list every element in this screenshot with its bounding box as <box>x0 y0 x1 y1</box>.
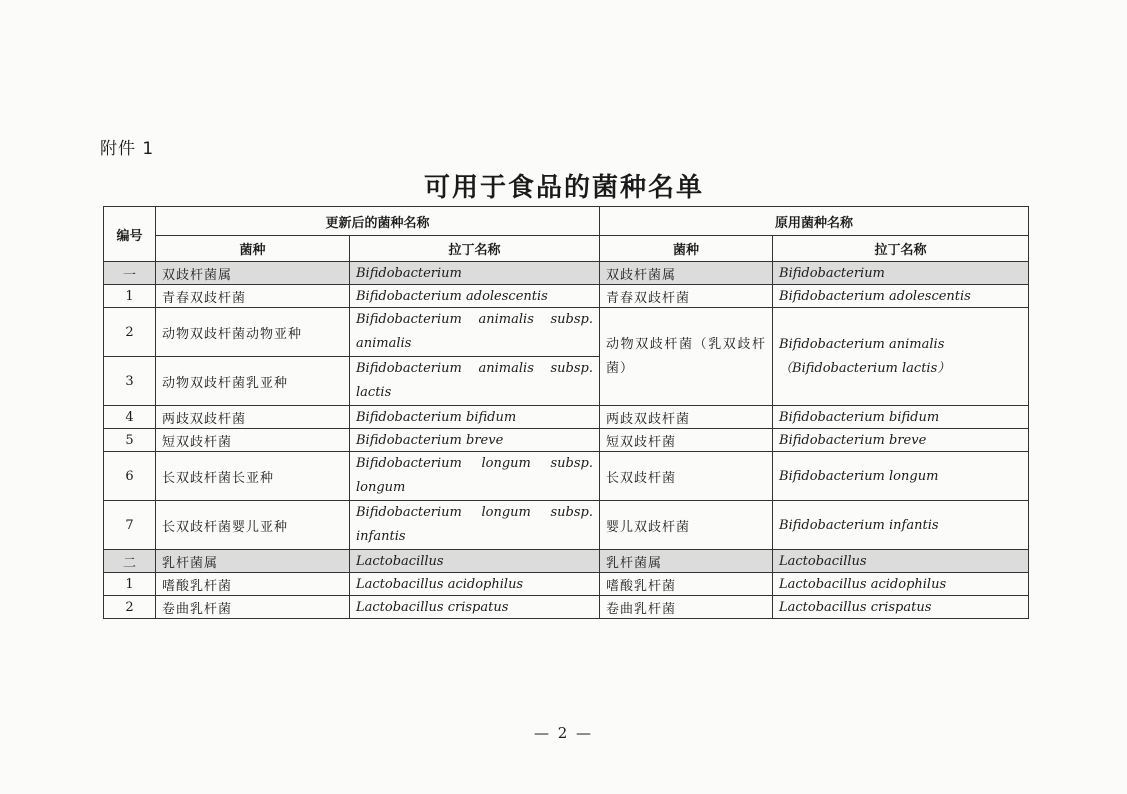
species-latin: Lactobacillus acidophilus <box>350 573 600 596</box>
table-row-genus-bifidobacterium <box>104 262 1029 285</box>
attachment-label: 附件 1 <box>100 139 155 159</box>
row-number: 3 <box>104 357 156 406</box>
orig-species-cn: 婴儿双歧杆菌 <box>600 501 773 550</box>
species-latin: Lactobacillus <box>350 550 600 573</box>
orig-species-latin: Bifidobacterium adolescentis <box>773 285 1029 308</box>
species-latin: Lactobacillus crispatus <box>350 596 600 619</box>
orig-latin-line-2: （Bifidobacterium lactis） <box>779 360 951 376</box>
species-latin: Bifidobacterium bifidum <box>350 406 600 429</box>
orig-species-latin: Bifidobacterium breve <box>773 429 1029 452</box>
species-latin: Bifidobacterium animalis subsp. animalis <box>350 308 600 357</box>
header-updated-names: 更新后的菌种名称 <box>156 207 600 236</box>
header-orig-latin: 拉丁名称 <box>773 236 1029 262</box>
orig-species-latin <box>773 308 1029 406</box>
species-cn: 嗜酸乳杆菌 <box>156 573 350 596</box>
row-number: 二 <box>104 550 156 573</box>
orig-species-cn: 青春双歧杆菌 <box>600 285 773 308</box>
table-row <box>104 429 1029 452</box>
orig-species-latin: Bifidobacterium infantis <box>773 501 1029 550</box>
species-latin: Bifidobacterium longum subsp. infantis <box>350 501 600 550</box>
row-number: 1 <box>104 573 156 596</box>
strain-table <box>103 206 1029 619</box>
document-title: 可用于食品的菌种名单 <box>423 173 704 203</box>
species-cn: 长双歧杆菌长亚种 <box>156 452 350 501</box>
table-subheader-row <box>104 236 1029 262</box>
species-latin: Bifidobacterium longum subsp. longum <box>350 452 600 501</box>
orig-species-latin: Bifidobacterium <box>773 262 1029 285</box>
page-number: — 2 — <box>533 724 594 742</box>
header-number: 编号 <box>104 207 156 262</box>
orig-species-latin: Bifidobacterium longum <box>773 452 1029 501</box>
table-header-row <box>104 207 1029 236</box>
orig-species-cn: 卷曲乳杆菌 <box>600 596 773 619</box>
species-cn: 乳杆菌属 <box>156 550 350 573</box>
table-row <box>104 406 1029 429</box>
orig-species-cn: 两歧双歧杆菌 <box>600 406 773 429</box>
orig-species-cn: 乳杆菌属 <box>600 550 773 573</box>
table-row <box>104 501 1029 550</box>
orig-species-latin: Lactobacillus <box>773 550 1029 573</box>
row-number: 5 <box>104 429 156 452</box>
row-number: 6 <box>104 452 156 501</box>
row-number: 7 <box>104 501 156 550</box>
table-row <box>104 452 1029 501</box>
table-row <box>104 285 1029 308</box>
orig-species-cn: 动物双歧杆菌（乳双歧杆菌） <box>600 308 773 406</box>
species-cn: 动物双歧杆菌动物亚种 <box>156 308 350 357</box>
species-latin: Bifidobacterium animalis subsp. lactis <box>350 357 600 406</box>
orig-species-cn: 短双歧杆菌 <box>600 429 773 452</box>
row-number: 2 <box>104 596 156 619</box>
orig-species-latin: Lactobacillus acidophilus <box>773 573 1029 596</box>
row-number: 1 <box>104 285 156 308</box>
species-cn: 动物双歧杆菌乳亚种 <box>156 357 350 406</box>
header-original-names: 原用菌种名称 <box>600 207 1029 236</box>
table-row <box>104 596 1029 619</box>
table-row <box>104 573 1029 596</box>
orig-species-cn: 长双歧杆菌 <box>600 452 773 501</box>
row-number: 2 <box>104 308 156 357</box>
header-latin: 拉丁名称 <box>350 236 600 262</box>
species-latin: Bifidobacterium breve <box>350 429 600 452</box>
species-cn: 青春双歧杆菌 <box>156 285 350 308</box>
row-number: 一 <box>104 262 156 285</box>
species-cn: 短双歧杆菌 <box>156 429 350 452</box>
species-cn: 两歧双歧杆菌 <box>156 406 350 429</box>
row-number: 4 <box>104 406 156 429</box>
header-orig-species: 菌种 <box>600 236 773 262</box>
table-row-genus-lactobacillus <box>104 550 1029 573</box>
orig-species-latin: Bifidobacterium bifidum <box>773 406 1029 429</box>
species-cn: 卷曲乳杆菌 <box>156 596 350 619</box>
header-species: 菌种 <box>156 236 350 262</box>
orig-species-cn: 双歧杆菌属 <box>600 262 773 285</box>
orig-species-cn: 嗜酸乳杆菌 <box>600 573 773 596</box>
species-latin: Bifidobacterium adolescentis <box>350 285 600 308</box>
orig-latin-line-1: Bifidobacterium animalis <box>779 336 945 352</box>
species-cn: 长双歧杆菌婴儿亚种 <box>156 501 350 550</box>
table-row <box>104 308 1029 357</box>
species-cn: 双歧杆菌属 <box>156 262 350 285</box>
species-latin: Bifidobacterium <box>350 262 600 285</box>
orig-species-latin: Lactobacillus crispatus <box>773 596 1029 619</box>
